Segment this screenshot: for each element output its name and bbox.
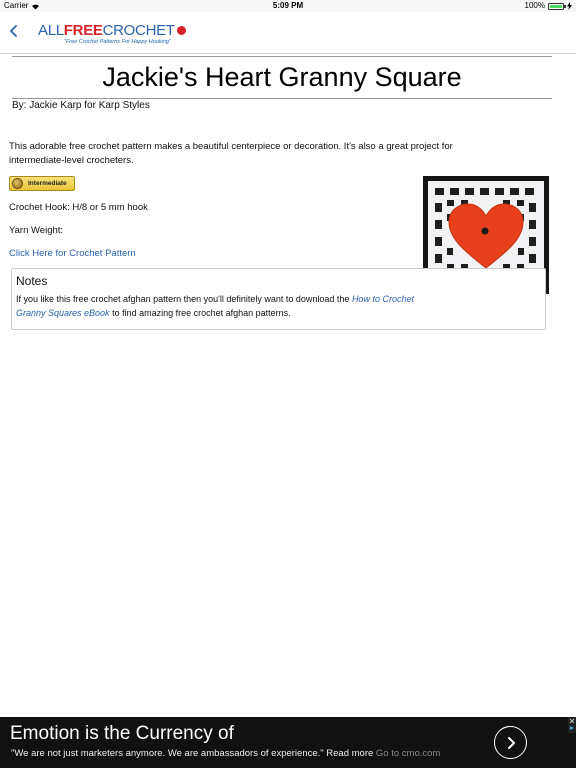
author-byline: By: Jackie Karp for Karp Styles (12, 100, 150, 111)
skill-level-label: Intermediate (28, 180, 67, 187)
crochet-hook-info: Crochet Hook: H/8 or 5 mm hook (9, 202, 148, 213)
logo-tagline: "Free Crochet Patterns For Happy Hooking" (64, 39, 171, 45)
page-title: Jackie's Heart Granny Square (102, 62, 462, 92)
ad-choices-icon (568, 717, 576, 731)
chevron-right-icon (504, 735, 518, 751)
notes-text (16, 292, 421, 320)
ad-banner[interactable] (0, 717, 576, 768)
ad-headline: Emotion is the Currency of (10, 723, 234, 744)
yarn-ball-icon (12, 178, 23, 189)
crochet-pattern-link[interactable]: Click Here for Crochet Pattern (9, 248, 136, 259)
ad-body-text: "We are not just marketers anymore. We are ambassadors of experience." Read more (11, 748, 374, 759)
logo-all: ALL (38, 22, 64, 39)
back-button[interactable] (8, 22, 24, 42)
carrier-label: Carrier (4, 1, 29, 10)
chevron-left-icon (8, 22, 20, 40)
status-bar (0, 0, 576, 12)
close-icon[interactable] (568, 717, 576, 733)
battery-tip (564, 5, 566, 8)
status-right (525, 0, 572, 12)
yarn-weight-info: Yarn Weight: (9, 225, 64, 236)
logo-crochet: CROCHET (102, 22, 175, 39)
notes-panel (11, 268, 546, 330)
title-divider-bottom (12, 98, 552, 99)
site-logo[interactable] (38, 22, 186, 45)
notes-title: Notes (16, 274, 48, 288)
granny-squares-ebook-link[interactable]: How to Crochet Granny Squares eBook (16, 294, 414, 318)
battery-percent: 100% (524, 1, 545, 10)
ad-open-button[interactable] (494, 726, 527, 759)
title-divider-top (12, 56, 552, 57)
logo-wordmark (38, 22, 186, 39)
ad-body (11, 748, 440, 759)
nav-bar (0, 12, 576, 54)
logo-free: FREE (63, 22, 103, 39)
notes-text-before: If you like this free crochet afghan pattern then you'll definitely want to download the (16, 294, 352, 304)
charging-bolt-icon (567, 2, 572, 10)
battery-icon (548, 3, 564, 10)
ad-cta-link[interactable]: Go to cmo.com (375, 748, 441, 759)
pattern-description: This adorable free crochet pattern makes a beautiful centerpiece or decoration. It's also a great project for intermediate-level crocheters. (9, 141, 453, 166)
notes-text-after: to find amazing free crochet afghan patterns. (109, 308, 291, 318)
skill-level-badge (9, 176, 75, 191)
yarn-ball-icon (177, 26, 186, 35)
battery-fill (550, 5, 562, 8)
status-time: 5:09 PM (272, 1, 304, 10)
